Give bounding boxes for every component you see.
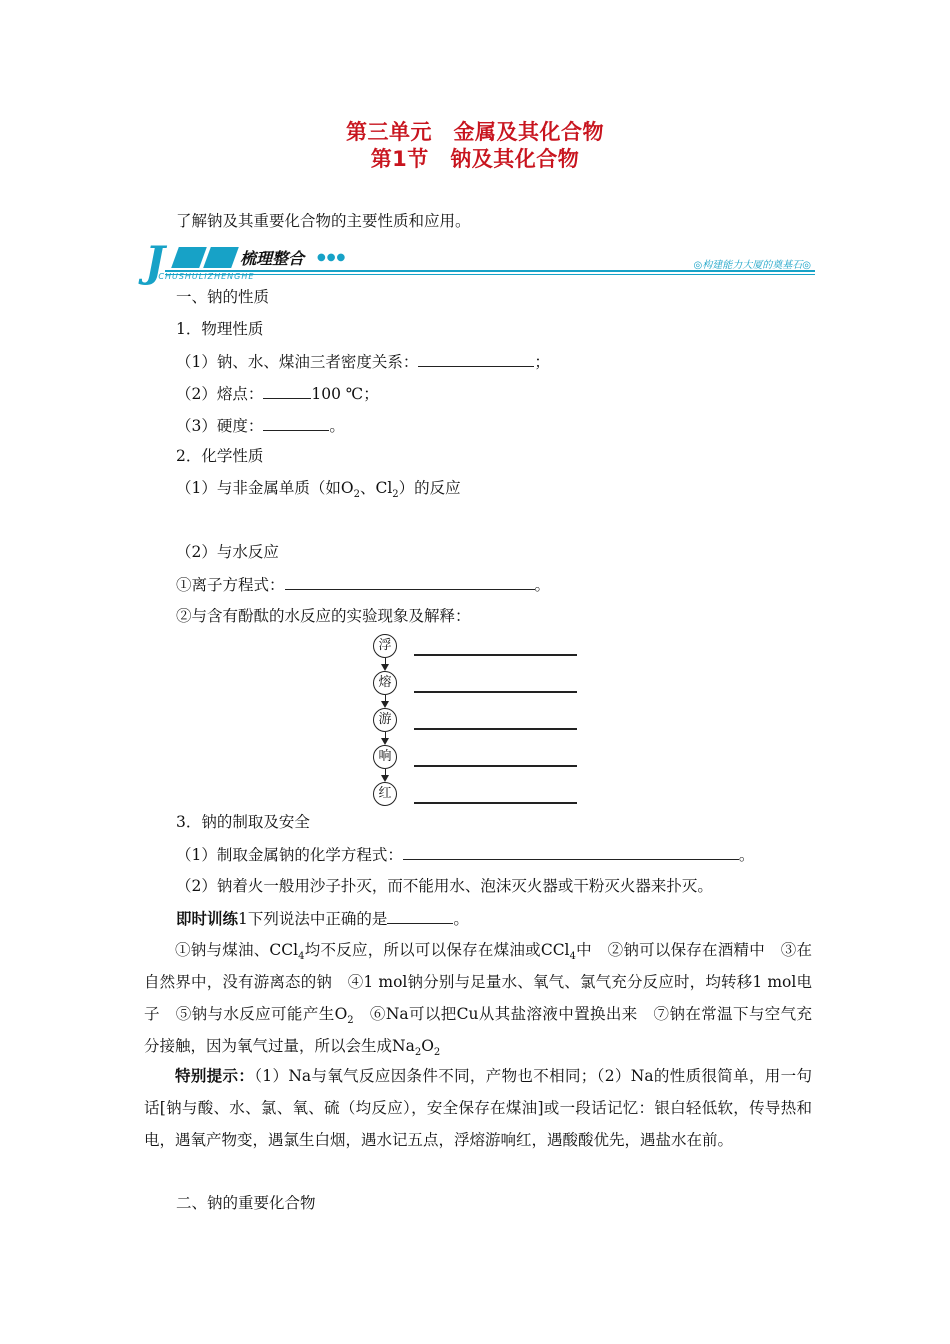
banner-slogan: ◎构建能力大厦的奠基石◎ bbox=[693, 260, 811, 271]
banner-title: 梳理整合 bbox=[240, 249, 305, 268]
flow-answer-line bbox=[414, 765, 577, 767]
special-tip bbox=[144, 1060, 812, 1156]
option-text: ①钠与煤油、CCl bbox=[175, 941, 299, 959]
down-arrow-icon bbox=[381, 775, 389, 782]
density-label: （1）钠、水、煤油三者密度关系： bbox=[176, 353, 419, 371]
exercise-blank bbox=[387, 907, 453, 924]
option-text: O bbox=[421, 1037, 434, 1055]
option-text: 均不反应，所以可以保存在煤油或CCl bbox=[304, 941, 570, 959]
banner-rule-thin bbox=[165, 274, 815, 275]
equation-end: 。 bbox=[738, 846, 755, 864]
section-banner bbox=[145, 237, 815, 286]
tip-label: 特别提示： bbox=[175, 1067, 255, 1085]
banner-block-1 bbox=[171, 247, 207, 268]
reaction-flow-diagram bbox=[373, 634, 593, 814]
flow-node-sound: 响 bbox=[373, 745, 397, 769]
subscript: 2 bbox=[414, 1047, 422, 1059]
nonmetal-text-c: ）的反应 bbox=[398, 479, 461, 497]
option-text: 中 ②钠可以保存在酒精中 ③在自然界中，没有游离态的钠 ④1 mol钠分别与足量水、氧气、氯气充分反应时，均转移1 mol电子 ⑤钠与水反应可能产生O bbox=[144, 941, 812, 1023]
subscript: 2 bbox=[433, 1047, 441, 1059]
down-arrow-icon bbox=[381, 664, 389, 671]
exercise-options bbox=[144, 934, 812, 1062]
exercise-line bbox=[176, 907, 469, 930]
exercise-label: 即时训练 bbox=[176, 910, 239, 928]
phenol-line: ②与含有酚酞的水反应的实验现象及解释： bbox=[176, 607, 471, 625]
section-title: 第1节 钠及其化合物 bbox=[370, 147, 580, 171]
down-arrow-icon bbox=[381, 738, 389, 745]
banner-dots: ●●● bbox=[317, 252, 347, 263]
flow-node-melt: 熔 bbox=[373, 671, 397, 695]
down-arrow-icon bbox=[381, 701, 389, 708]
banner-letter: J bbox=[145, 237, 165, 286]
exercise-question: 下列说法中正确的是 bbox=[247, 910, 388, 928]
subscript: 4 bbox=[298, 951, 305, 963]
density-end: ； bbox=[534, 353, 550, 371]
preparation-heading: 3．钠的制取及安全 bbox=[176, 813, 310, 831]
equation-blank bbox=[403, 843, 739, 860]
ionic-blank bbox=[285, 573, 535, 590]
flow-answer-line bbox=[414, 691, 577, 693]
subscript: 2 bbox=[347, 1015, 354, 1027]
section1-heading: 一、钠的性质 bbox=[176, 288, 270, 306]
water-heading: （2）与水反应 bbox=[176, 543, 279, 561]
physical-heading: 1．物理性质 bbox=[176, 320, 264, 338]
melting-blank bbox=[263, 382, 311, 399]
flow-answer-line bbox=[414, 802, 577, 804]
nonmetal-text-a: （1）与非金属单质（如O bbox=[176, 479, 354, 497]
ionic-label: ①离子方程式： bbox=[176, 576, 285, 594]
flow-node-swim: 游 bbox=[373, 708, 397, 732]
hardness-line bbox=[176, 414, 345, 437]
ionic-line bbox=[176, 573, 550, 596]
banner-subtitle: ICHUSHULIZHENGHE bbox=[155, 272, 255, 281]
flow-node-float: 浮 bbox=[373, 634, 397, 658]
density-line bbox=[176, 350, 550, 373]
banner-block-2 bbox=[203, 247, 239, 268]
exercise-number: 1 bbox=[238, 910, 248, 928]
flow-node-red: 红 bbox=[373, 782, 397, 806]
melting-line bbox=[176, 382, 379, 405]
density-blank bbox=[418, 350, 534, 367]
subscript: 2 bbox=[392, 489, 399, 501]
flow-answer-line bbox=[414, 728, 577, 730]
equation-line bbox=[176, 843, 754, 866]
option-text: ⑥Na可以把Cu从其盐溶液中置换出来 ⑦钠在常温下与空气充分接触，因为氧气过量，所以会生成Na bbox=[144, 1005, 812, 1055]
flow-answer-line bbox=[414, 654, 577, 656]
subscript: 2 bbox=[353, 489, 360, 501]
melting-end: 100 ℃； bbox=[311, 385, 379, 403]
unit-title: 第三单元 金属及其化合物 bbox=[346, 120, 604, 144]
tip-text: （1）Na与氧气反应因条件不同，产物也不相同；（2）Na的性质很简单，用一句话[钠与酸、水、氯、氧、硫（均反应），安全保存在煤油]或一段话记忆：银白轻低软，传导热和电，遇氧产物变，遇氯生白烟，遇水记五点，浮熔游响红，遇酸酸优先，遇盐水在前。 bbox=[144, 1067, 812, 1149]
nonmetal-line bbox=[176, 477, 461, 499]
fire-line: （2）钠着火一般用沙子扑灭，而不能用水、泡沫灭火器或干粉灭火器来扑灭。 bbox=[176, 877, 713, 895]
section2-heading: 二、钠的重要化合物 bbox=[176, 1194, 316, 1212]
hardness-end: 。 bbox=[329, 417, 345, 435]
ionic-end: 。 bbox=[534, 576, 551, 594]
hardness-blank bbox=[263, 414, 329, 431]
hardness-label: （3）硬度： bbox=[176, 417, 264, 435]
exercise-end: 。 bbox=[453, 910, 469, 928]
intro-text: 了解钠及其重要化合物的主要性质和应用。 bbox=[176, 212, 471, 230]
subscript: 4 bbox=[569, 951, 576, 963]
nonmetal-text-b: 、Cl bbox=[359, 479, 393, 497]
equation-label: （1）制取金属钠的化学方程式： bbox=[176, 846, 403, 864]
melting-label: （2）熔点： bbox=[176, 385, 264, 403]
chemical-heading: 2．化学性质 bbox=[176, 447, 264, 465]
